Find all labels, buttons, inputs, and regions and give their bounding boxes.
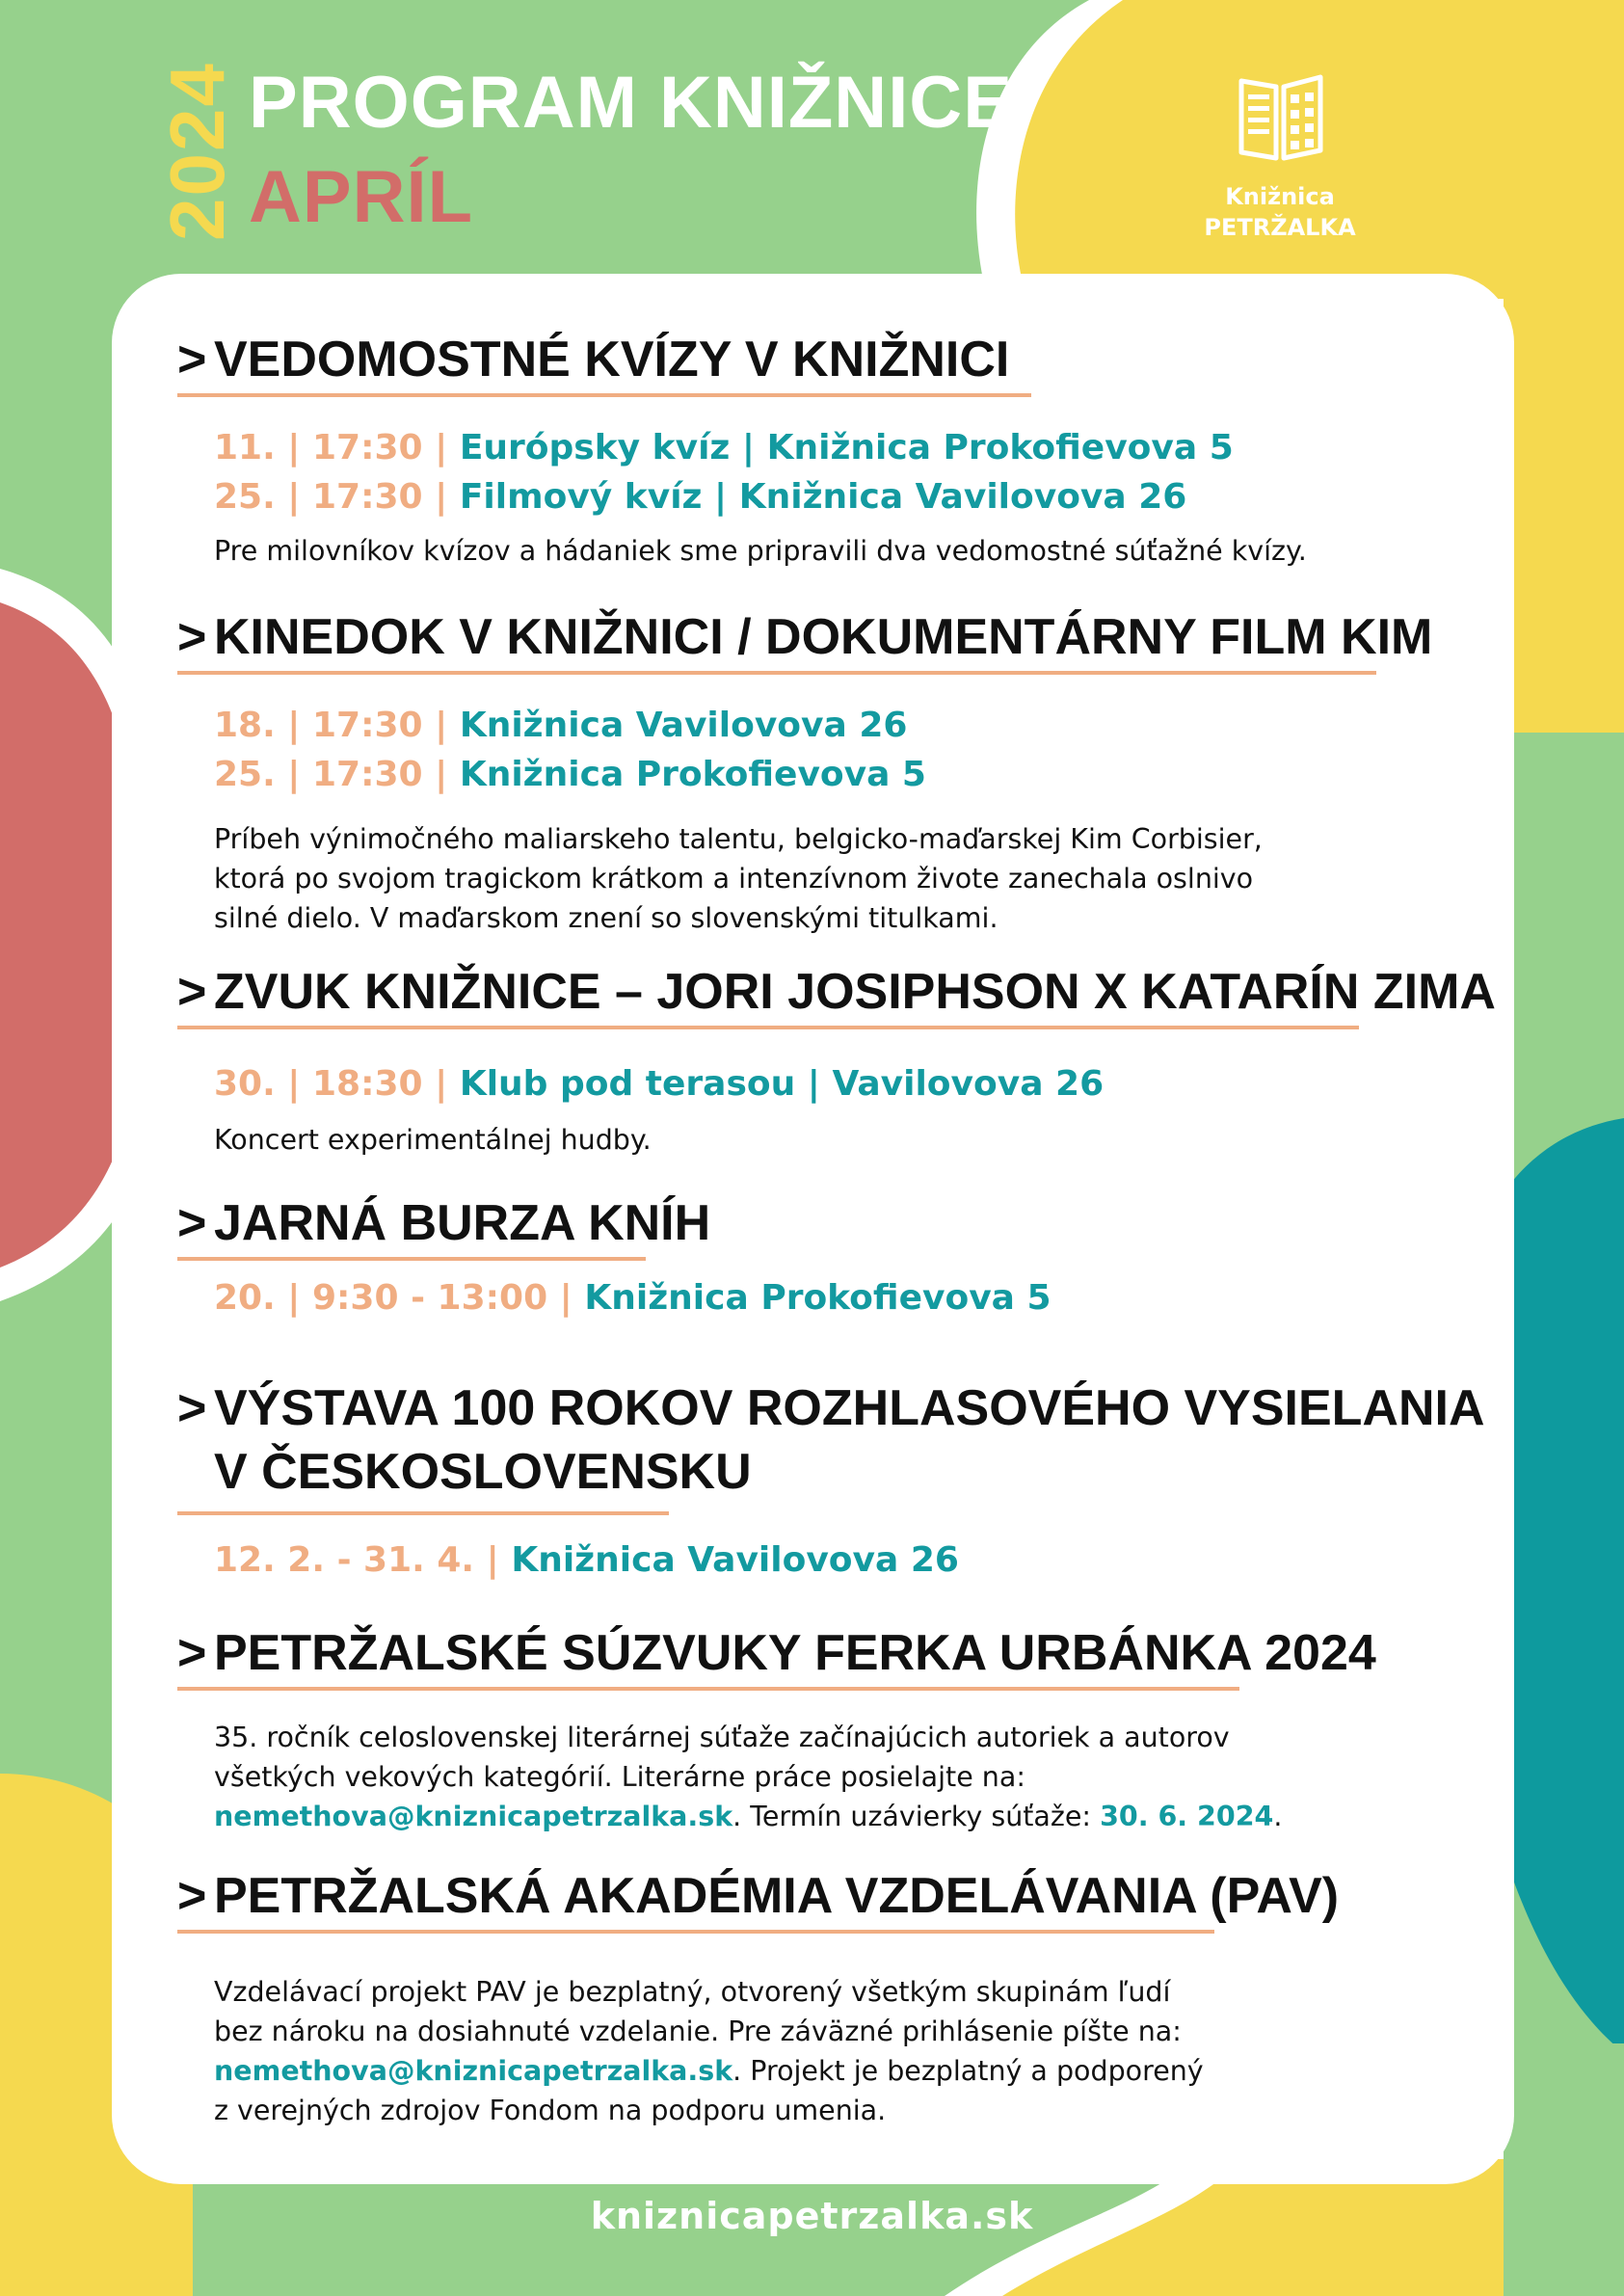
heading-underline — [177, 1687, 1239, 1691]
heading-underline — [177, 393, 1031, 397]
event-date-time: 25. | 17:30 | — [214, 477, 448, 517]
event-place: Klub pod terasou | Vavilovova 26 — [459, 1064, 1105, 1104]
description-line — [214, 2051, 1467, 2091]
chevron-right-icon: > — [177, 609, 207, 665]
event-date-time: 12. 2. - 31. 4. | — [214, 1540, 499, 1580]
book-logo-icon — [1238, 73, 1324, 162]
description-line: z verejných zdrojov Fondom na podporu umenia. — [214, 2095, 887, 2126]
section-heading — [177, 1864, 1339, 1928]
event-description — [214, 1972, 1467, 2130]
logo-line-1: Knižnica — [1225, 183, 1335, 210]
description-text: . Termín uzávierky súťaže: — [732, 1801, 1101, 1832]
heading-text: KINEDOK V KNIŽNICI / DOKUMENTÁRNY FILM KIM — [214, 609, 1433, 665]
event-place: Knižnica Prokofievova 5 — [584, 1278, 1052, 1318]
description-line: bez nároku na dosiahnuté vzdelanie. Pre záväzné prihlásenie píšte na: — [214, 2016, 1182, 2047]
chevron-right-icon: > — [177, 1195, 207, 1251]
section-heading — [177, 1376, 1485, 1504]
month-title: APRÍL — [249, 156, 473, 238]
section-heading — [177, 960, 1496, 1024]
section-heading — [177, 1191, 710, 1255]
heading-underline — [177, 1257, 646, 1261]
header — [0, 0, 1624, 280]
heading-underline — [177, 1930, 1214, 1934]
event-date-time: 30. | 18:30 | — [214, 1064, 448, 1104]
event-line — [214, 751, 926, 799]
logo-line-2: PETRŽALKA — [1204, 214, 1356, 241]
event-place: Knižnica Prokofievova 5 — [459, 755, 926, 794]
event-date-time: 18. | 17:30 | — [214, 706, 448, 745]
heading-text-line-2: V ČESKOSLOVENSKU — [214, 1444, 752, 1500]
deadline-date: 30. 6. 2024 — [1100, 1801, 1274, 1832]
chevron-right-icon: > — [177, 1380, 207, 1436]
event-description — [214, 819, 1467, 938]
event-line — [214, 473, 1186, 521]
footer-website-link[interactable]: kniznicapetrzalka.sk — [590, 2195, 1034, 2237]
chevron-right-icon: > — [177, 332, 207, 387]
heading-text: VEDOMOSTNÉ KVÍZY V KNIŽNICI — [214, 332, 1010, 387]
event-date-time: 25. | 17:30 | — [214, 755, 448, 794]
heading-text: PETRŽALSKÉ SÚZVUKY FERKA URBÁNKA 2024 — [214, 1625, 1376, 1681]
description-text: . — [1273, 1801, 1283, 1832]
chevron-right-icon: > — [177, 964, 207, 1020]
section-heading — [177, 1621, 1376, 1685]
section-heading — [177, 328, 1009, 391]
description-line: silné dielo. V maďarskom znení so slovenskými titulkami. — [214, 902, 998, 934]
event-place: Knižnica Vavilovova 26 — [459, 706, 908, 745]
chevron-right-icon: > — [177, 1868, 207, 1924]
heading-underline — [177, 1026, 1359, 1029]
description-line — [214, 1797, 1467, 1836]
page-title: PROGRAM KNIŽNICE — [249, 62, 1013, 144]
chevron-right-icon: > — [177, 1625, 207, 1681]
heading-text: JARNÁ BURZA KNÍH — [214, 1195, 711, 1251]
description-line: Pre milovníkov kvízov a hádaniek sme pripravili dva vedomostné súťažné kvízy. — [214, 535, 1307, 567]
logo-text — [1185, 181, 1374, 243]
event-place: Filmový kvíz | Knižnica Vavilovova 26 — [459, 477, 1187, 517]
event-place: Európsky kvíz | Knižnica Prokofievova 5 — [459, 428, 1234, 467]
event-line — [214, 1536, 959, 1585]
description-line: všetkých vekových kategórií. Literárne práce posielajte na: — [214, 1761, 1025, 1793]
event-description — [214, 531, 1467, 571]
event-description — [214, 1718, 1467, 1836]
event-date-time: 11. | 17:30 | — [214, 428, 448, 467]
event-line — [214, 1274, 1052, 1322]
section-heading — [177, 605, 1432, 669]
description-text: . Projekt je bezplatný a podporený — [732, 2055, 1204, 2087]
email-link[interactable]: nemethova@kniznicapetrzalka.sk — [214, 1801, 733, 1832]
description-line: Vzdelávací projekt PAV je bezplatný, otvorený všetkým skupinám ľudí — [214, 1976, 1171, 2008]
description-line: Príbeh výnimočného maliarskeho talentu, belgicko-maďarskej Kim Corbisier, — [214, 823, 1263, 855]
heading-text: ZVUK KNIŽNICE – JORI JOSIPHSON X KATARÍN ZIMA — [214, 964, 1496, 1020]
heading-underline — [177, 671, 1376, 675]
event-description — [214, 1120, 1467, 1160]
heading-text: PETRŽALSKÁ AKADÉMIA VZDELÁVANIA (PAV) — [214, 1868, 1340, 1924]
event-place: Knižnica Vavilovova 26 — [511, 1540, 959, 1580]
event-line — [214, 702, 907, 750]
description-line: Koncert experimentálnej hudby. — [214, 1124, 652, 1156]
event-line — [214, 424, 1234, 472]
description-line: 35. ročník celoslovenskej literárnej súťaže začínajúcich autoriek a autorov — [214, 1722, 1230, 1753]
heading-underline — [177, 1511, 669, 1515]
heading-text: VÝSTAVA 100 ROKOV ROZHLASOVÉHO VYSIELANIA — [214, 1380, 1485, 1436]
description-line: ktorá po svojom tragickom krátkom a intenzívnom živote zanechala oslnivo — [214, 863, 1254, 894]
program-card — [112, 274, 1514, 2184]
year-label: 2024 — [154, 62, 240, 241]
event-line — [214, 1060, 1104, 1108]
email-link[interactable]: nemethova@kniznicapetrzalka.sk — [214, 2055, 733, 2087]
event-date-time: 20. | 9:30 - 13:00 | — [214, 1278, 572, 1318]
